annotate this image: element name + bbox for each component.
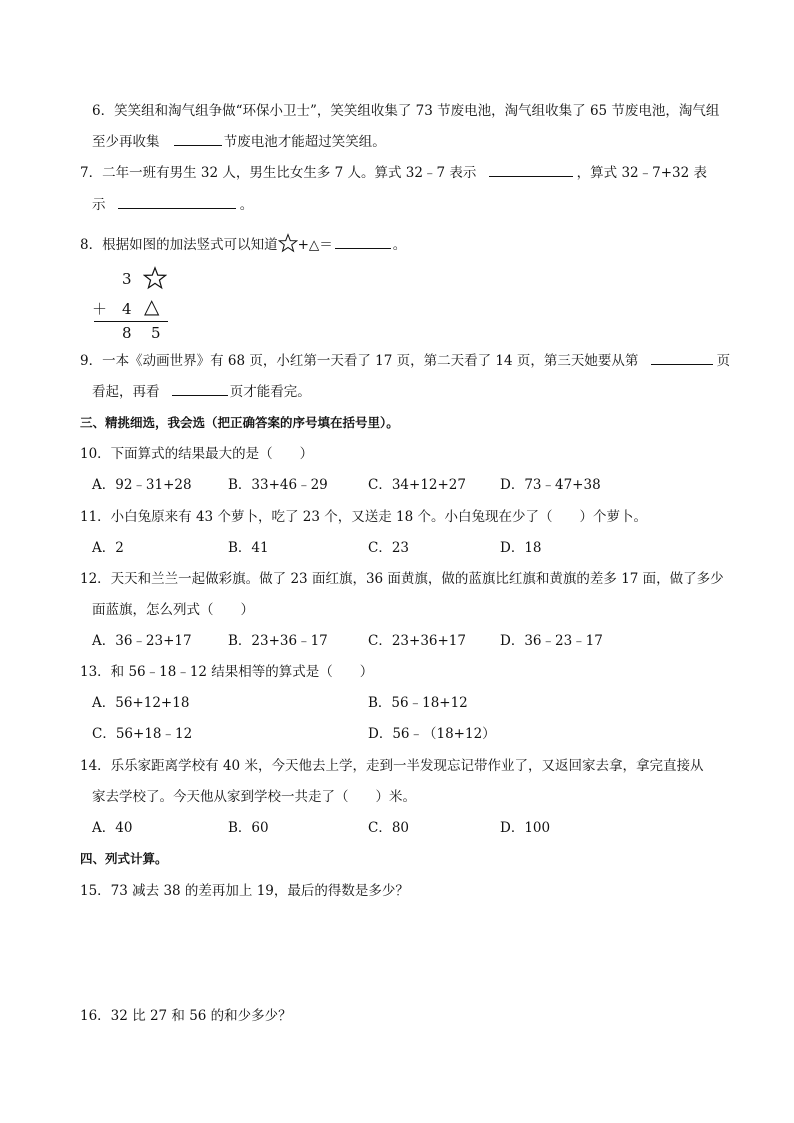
q6-text-b: 节废电池才能超过笑笑组。: [223, 134, 386, 150]
q9-line1: [80, 352, 730, 370]
q7-text-d: 。: [239, 197, 254, 213]
q9-text-a: 9．一本《动画世界》有 68 页，小红第一天看了 17 页，第二天看了 14 页，第三天她要从第: [80, 353, 639, 369]
q15-answer-area[interactable]: [80, 908, 720, 998]
q7-text-a: 7．二年一班有男生 32 人，男生比女生多 7 人。算式 32﹣7 表示: [80, 165, 477, 181]
q7-line1: [80, 164, 707, 182]
q14-option-c[interactable]: C．80: [368, 820, 410, 836]
q9-text-c: 看起，再看: [92, 384, 160, 400]
q8-row1-digit: 3: [122, 270, 132, 288]
q10-option-d[interactable]: D．73﹣47+38: [500, 477, 601, 493]
q8-triangle-symbol: △: [144, 294, 160, 318]
q12-option-c[interactable]: C．23+36+17: [368, 633, 466, 649]
q14-option-d[interactable]: D．100: [500, 820, 551, 836]
q11-stem: 11．小白兔原来有 43 个萝卜，吃了 23 个，又送走 18 个。小白兔现在少了（ ）个萝卜。: [80, 509, 647, 525]
q10-option-a[interactable]: A．92﹣31+28: [92, 477, 192, 493]
q12-line2: 面蓝旗，怎么列式（ ）: [92, 602, 254, 618]
q9-answer-blank-2[interactable]: [172, 383, 228, 396]
q8-sum-tens: 8: [122, 324, 132, 342]
q15-stem: 15．73 减去 38 的差再加上 19，最后的得数是多少？: [80, 883, 409, 899]
q8-text-pre: 8．根据如图的加法竖式可以知道: [80, 237, 278, 253]
q6-answer-blank[interactable]: [174, 133, 222, 146]
q13-option-b[interactable]: B．56﹣18+12: [368, 695, 468, 711]
q8-sum-line: [94, 321, 168, 322]
q6-line1: 6．笑笑组和淘气组争做“环保小卫士”，笑笑组收集了 73 节废电池，淘气组收集了 65 节废电池，淘气组: [92, 103, 720, 119]
q9-text-b: 页: [716, 353, 731, 369]
section-3-heading: 三、精挑细选，我会选（把正确答案的序号填在括号里）。: [80, 415, 399, 430]
q14-option-b[interactable]: B．60: [228, 820, 269, 836]
q9-text-d: 页才能看完。: [229, 384, 311, 400]
q9-line2: [92, 383, 311, 401]
q9-answer-blank-1[interactable]: [651, 352, 713, 365]
q12-line1: 12．天天和兰兰一起做彩旗。做了 23 面红旗，36 面黄旗，做的蓝旗比红旗和黄旗的差多 17 面，做了多少: [80, 571, 724, 587]
q10-option-c[interactable]: C．34+12+27: [368, 477, 466, 493]
section-4-heading: 四、列式计算。: [80, 851, 168, 866]
q11-option-c[interactable]: C．23: [368, 540, 410, 556]
q8-row2-digit: 4: [122, 300, 132, 318]
q8-sum-ones: 5: [151, 324, 161, 342]
q13-option-a[interactable]: A．56+12+18: [92, 695, 190, 711]
q8-plus-sign: ＋: [92, 300, 108, 318]
q12-option-a[interactable]: A．36﹣23+17: [92, 633, 192, 649]
q11-option-d[interactable]: D．18: [500, 540, 542, 556]
q13-option-c[interactable]: C．56+18﹣12: [92, 726, 193, 742]
q10-stem: 10．下面算式的结果最大的是（ ）: [80, 446, 314, 462]
q7-text-c: 示: [92, 197, 106, 213]
q16-answer-area[interactable]: [80, 1033, 720, 1113]
q10-option-b[interactable]: B．33+46﹣29: [228, 477, 328, 493]
q7-answer-blank-2[interactable]: [118, 196, 236, 209]
q12-option-b[interactable]: B．23+36﹣17: [228, 633, 328, 649]
q14-line1: 14．乐乐家距离学校有 40 米，今天他去上学，走到一半发现忘记带作业了，又返回家去拿，拿完直接从: [80, 758, 704, 774]
q16-stem: 16．32 比 27 和 56 的和少多少？: [80, 1008, 292, 1024]
q8-answer-blank[interactable]: [335, 236, 391, 249]
q8-text-post: 。: [392, 237, 407, 253]
q7-text-b: ，算式 32﹣7+32 表: [576, 165, 708, 181]
star-icon: [278, 233, 298, 253]
q13-stem: 13．和 56﹣18﹣12 结果相等的算式是（ ）: [80, 664, 374, 680]
q11-option-b[interactable]: B．41: [228, 540, 269, 556]
q12-option-d[interactable]: D．36﹣23﹣17: [500, 633, 603, 649]
q14-option-a[interactable]: A．40: [92, 820, 133, 836]
q6-line2: [92, 133, 386, 151]
q8-text-mid: +△＝: [297, 237, 333, 253]
q13-option-d[interactable]: D．56﹣（18+12）: [368, 726, 496, 742]
q6-text-a: 至少再收集: [92, 134, 160, 150]
star-icon: [143, 266, 167, 290]
q14-line2: 家去学校了。今天他从家到学校一共走了（ ）米。: [92, 789, 416, 805]
q11-option-a[interactable]: A．2: [92, 540, 124, 556]
q7-line2: [92, 196, 253, 214]
q7-answer-blank-1[interactable]: [489, 164, 573, 177]
q8-stem: [80, 233, 406, 254]
